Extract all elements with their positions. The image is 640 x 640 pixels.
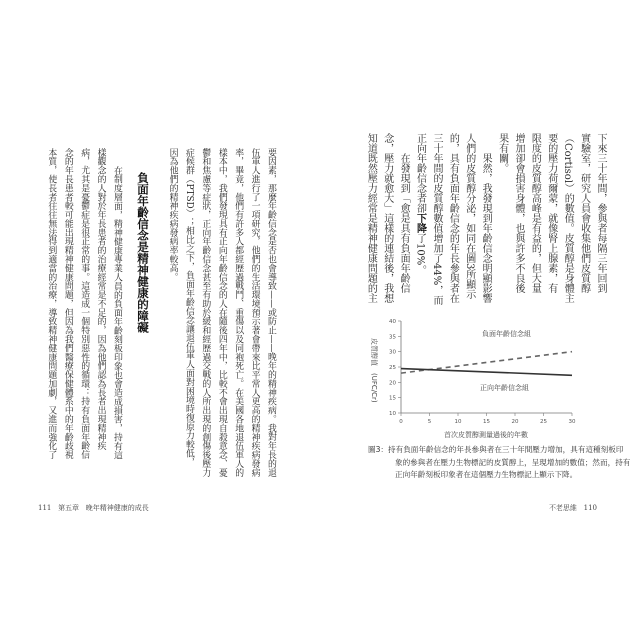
x-axis-label: 首次皮質醇測量過後的年數 xyxy=(444,431,528,439)
text-line: 果有關。 xyxy=(496,133,508,173)
text-line: 增加卻會損害身體，也與許多不良後 xyxy=(512,133,524,293)
text-line: 樣本中，我們發現具有正向年齡信念的人在隨後四年中，比較不會出現自殺意念、憂 xyxy=(216,148,227,477)
text-line: 率，畢竟，他們有許多人都經歷過戰鬥、重傷以及同袍死亡。在美國各地退伍軍人的 xyxy=(233,148,244,477)
caption-line: 象的參與者在壓力生物標記的皮質醇上，呈現增加的數值；然而，持有 xyxy=(395,457,631,467)
x-tick-label: 10 xyxy=(454,419,462,425)
text-line: 知道既然壓力經常是精神健康問題的主 xyxy=(365,133,377,303)
text-line: 三十年間的皮質醇數值增加了44%，而 xyxy=(430,133,442,306)
cortisol-line-chart xyxy=(360,308,610,442)
y-tick-label: 40 xyxy=(389,319,396,325)
right-page-footer xyxy=(549,503,597,513)
y-tick-label: 30 xyxy=(389,349,396,356)
text-line: 的，具有負面年齡信念的年長參與者在 xyxy=(447,133,459,303)
text-line: （Cortisol）的數值。皮質醇是身體主 xyxy=(562,133,574,304)
right-page-body-text xyxy=(362,133,608,308)
text-line: 念的年長患者較可能出現精神健康問題，但因為我們醫療保健體系中的年齡歧視 xyxy=(62,148,73,460)
x-tick-label: 5 xyxy=(427,419,432,425)
figure-caption xyxy=(368,444,631,482)
y-tick-label: 10 xyxy=(389,411,396,417)
chart-series xyxy=(401,352,572,376)
chapter-number: 第五章 xyxy=(58,504,80,512)
text-line: 鬱和焦慮等症狀，正向年齡信念甚至有助於緩和經歷過交戰的人所出現的創傷後壓力 xyxy=(200,148,211,477)
text-line: 樣觀念的人對於年長患者的治療經常是不足的，因為他們認為長者出現精神疾 xyxy=(95,148,106,451)
text-line-with-bold: 正向年齡信念者卻下降了10%。 xyxy=(414,133,426,276)
page-number: 110 xyxy=(583,504,597,512)
y-tick-label: 25 xyxy=(389,365,396,371)
section-heading: 負面年齡信念是精神健康的障礙 xyxy=(136,172,150,333)
text-line: 因為他們的精神疾病發病率較高。 xyxy=(167,148,178,282)
text-line: 要因素，那麼年齡信念是否也會導致——或防止——晚年的精神疾病。我對年長的退 xyxy=(266,148,276,477)
y-tick-label: 35 xyxy=(389,334,396,341)
text-line: 念，壓力就愈大」這樣的連結後，我想 xyxy=(381,133,393,303)
y-tick-label: 15 xyxy=(389,395,396,402)
x-tick-label: 25 xyxy=(540,419,547,425)
text-line: 要的壓力荷爾蒙，就像腎上腺素，有 xyxy=(545,133,557,293)
x-tick-label: 0 xyxy=(399,419,403,425)
caption-line: 圖3：持有負面年齡信念的年長參與者在三十年間壓力增加，具有這種刻板印 xyxy=(368,445,624,454)
caption-line: 正向年齡刻板印象者在這個壓力生物標記上顯示下降。 xyxy=(395,470,578,479)
x-tick-label: 30 xyxy=(568,419,576,425)
text-line: 在制度層面，精神健康專業人員的負面年齡刻板印象也會造成損害，持有這 xyxy=(112,165,122,460)
text-line: 人們的皮質醇分泌，如同在圖3所顯示 xyxy=(463,133,475,300)
bold-phrase: 下降 xyxy=(414,213,426,233)
y-axis-label: 皮質醇值 (UFC/Cr) xyxy=(370,338,378,403)
text-line: 實驗室，研究人員會收集他們皮質醇 xyxy=(578,133,590,293)
x-tick-label: 20 xyxy=(511,419,519,425)
x-tick-label: 15 xyxy=(483,419,490,425)
text-line: 限度的皮質醇高峰是有益的，但大量 xyxy=(529,133,541,293)
text-line: 果然，我發現到年齡信念明顯影響 xyxy=(480,153,492,303)
y-tick-label: 20 xyxy=(389,380,396,387)
chapter-title: 晚年精神健康的成長 xyxy=(85,504,149,512)
left-page-footer xyxy=(38,503,149,513)
text-line: 在發現到「愈是具有負面年齡信 xyxy=(398,153,410,293)
legend-label-negative: 負面年齡信念組 xyxy=(482,330,531,338)
left-page-body-text-bottom xyxy=(42,148,125,483)
left-page-body-text-top xyxy=(164,148,279,483)
text-line: 症候群（PTSD）；相比之下，負面年齡信念讓退伍軍人面對困境時復原力較低， xyxy=(183,148,194,467)
series-line-positive xyxy=(401,369,572,376)
legend-label-positive: 正向年齡信念組 xyxy=(480,384,529,392)
text-line: 病，尤其是憂鬱症是很正常的事。這造成一個特別惡性的循環：持有負面年齡信 xyxy=(79,148,90,460)
text-line: 伍軍人進行了一項研究，他們的生活環境預示著會帶來比平常人更高的精神疾病發病 xyxy=(249,148,260,477)
text-line: 下來三十年間，參與者每隔三年回到 xyxy=(595,133,606,293)
page-number: 111 xyxy=(38,504,52,512)
book-title: 不老思維 xyxy=(548,504,577,512)
text-line: 本質，使長者往往無法得到適當的治療，導致精神健康問題加劇，又進而強化了 xyxy=(46,148,57,460)
